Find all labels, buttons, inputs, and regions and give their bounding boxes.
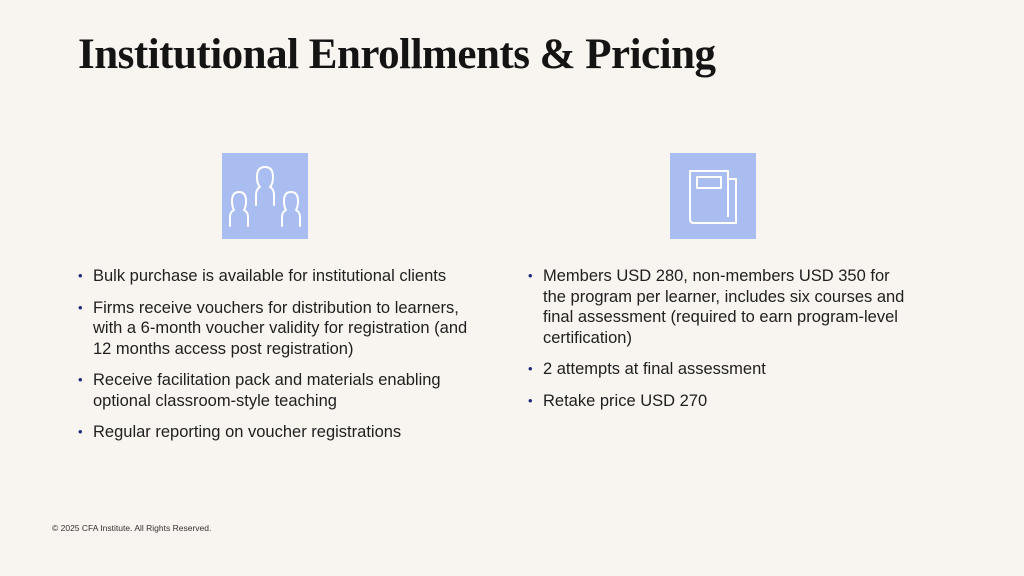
people-icon-tile xyxy=(222,153,308,239)
pricing-list xyxy=(528,266,908,411)
list-item: • Bulk purchase is available for institutional clients xyxy=(78,266,468,287)
list-item: • Regular reporting on voucher registrations xyxy=(78,422,468,443)
document-icon-tile xyxy=(670,153,756,239)
list-item: • Retake price USD 270 xyxy=(528,391,908,412)
list-item: • Firms receive vouchers for distribution to learners, with a 6-month voucher validity for registration (and 12 months access post registration) xyxy=(78,298,468,360)
slide-title: Institutional Enrollments & Pricing xyxy=(78,31,716,78)
copyright-footer: © 2025 CFA Institute. All Rights Reserved. xyxy=(52,523,212,533)
list-item: • Receive facilitation pack and materials enabling optional classroom-style teaching xyxy=(78,370,468,411)
people-group-icon xyxy=(222,153,308,239)
institutional-benefits-list xyxy=(78,266,468,443)
left-bullet-column xyxy=(78,266,468,454)
document-voucher-icon xyxy=(670,153,756,239)
list-item: • 2 attempts at final assessment xyxy=(528,359,908,380)
list-item: • Members USD 280, non-members USD 350 for the program per learner, includes six courses and final assessment (required to earn program-level certification) xyxy=(528,266,908,348)
right-bullet-column xyxy=(528,266,908,422)
